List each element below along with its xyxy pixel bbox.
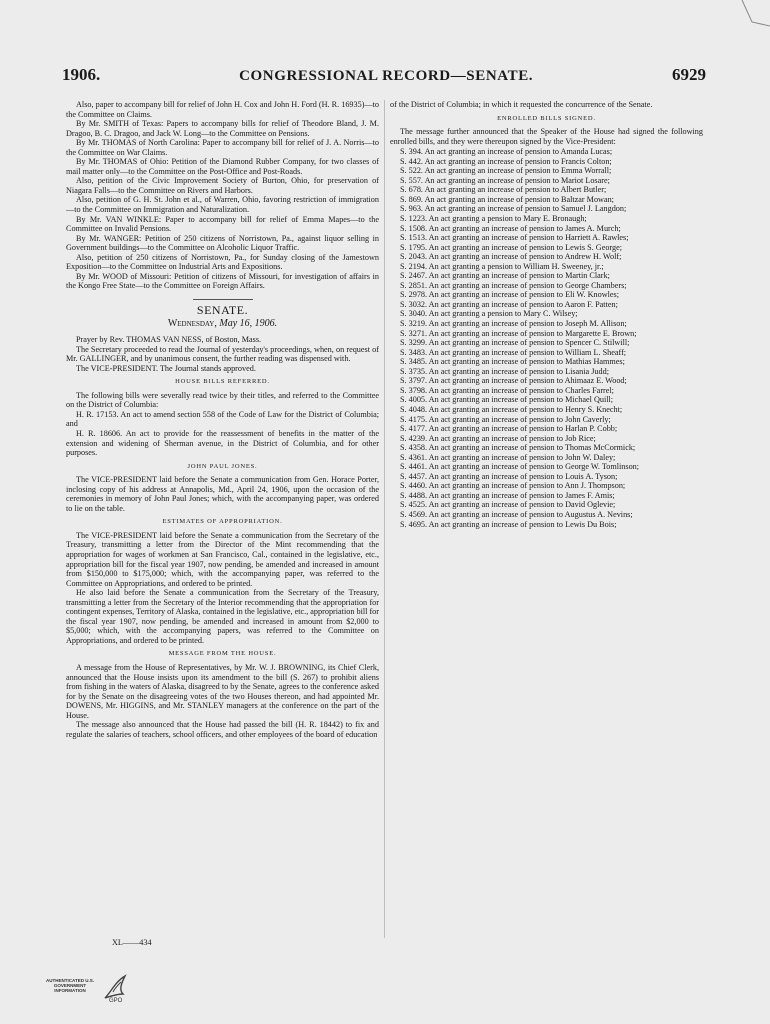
- enrolled-bill-item: S. 4048. An act granting an increase of pension to Henry S. Knecht;: [400, 404, 623, 414]
- session-date-text: May 16, 1906.: [219, 318, 278, 330]
- right-column: [390, 100, 703, 945]
- page-header: [62, 65, 706, 87]
- column-divider: [384, 100, 385, 938]
- enrolled-bill-item: S. 522. An act granting an increase of pension to Emma Worrall;: [400, 166, 612, 176]
- journal-paragraph: The Secretary proceeded to read the Journal of yesterday's proceedings, when, on request of Mr. GALLINGER, and by unanimous consent, the further reading was dispensed with.: [66, 344, 379, 364]
- house-bills-heading: HOUSE BILLS REFERRED.: [175, 378, 270, 386]
- enrolled-bill-item: S. 3483. An act granting an increase of pension to William L. Sheaff;: [400, 347, 627, 357]
- header-year: 1906.: [62, 65, 101, 84]
- enrolled-bill-item: S. 557. An act granting an increase of pension to Mariot Losare;: [400, 175, 610, 185]
- petition-paragraph: By Mr. VAN WINKLE: Paper to accompany bill for relief of Emma Mapes—to the Committee on Invalid Pensions.: [66, 214, 379, 234]
- enrolled-bills-list: [390, 147, 703, 529]
- enrolled-intro-paragraph: The message further announced that the Speaker of the House had signed the following enrolled bills, and they were thereupon signed by the Vice-President:: [390, 127, 703, 146]
- enrolled-bills-heading: ENROLLED BILLS SIGNED.: [497, 114, 596, 122]
- estimates-heading: ESTIMATES OF APPROPRIATION.: [162, 518, 283, 526]
- enrolled-bill-item: S. 1513. An act granting an increase of pension to Harriett A. Rawles;: [400, 233, 629, 243]
- gpo-authentication-logo: [43, 970, 131, 1016]
- enrolled-bill-item: S. 4525. An act granting an increase of pension to David Oglevie;: [400, 500, 616, 510]
- enrolled-bill-item: S. 3797. An act granting an increase of pension to Ahimaaz E. Wood;: [400, 376, 627, 386]
- enrolled-bill-item: S. 4488. An act granting an increase of pension to James F. Amis;: [400, 490, 615, 500]
- enrolled-bill-item: S. 442. An act granting an increase of pension to Francis Colton;: [400, 156, 612, 166]
- enrolled-bill-item: S. 2851. An act granting an increase of pension to George Chambers;: [400, 280, 627, 290]
- enrolled-bill-item: S. 869. An act granting an increase of pension to Baltzar Mowan;: [400, 194, 614, 204]
- message-paragraph: A message from the House of Representatives, by Mr. W. J. BROWNING, its Chief Clerk, announced that the House insists upon its amendment to the bill (S. 267) to prohibit aliens from fishing in the waters of Alaska, disagreed to by the Senate, agrees to the conference asked for by the Senate on the disagreeing votes of the two Houses thereon, and had appointed Mr. DOWENS, Mr. HIGGINS, and Mr. STANLEY managers at the conference on the part of the House.: [66, 662, 379, 720]
- enrolled-bill-item: S. 678. An act granting an increase of pension to Albert Butler;: [400, 185, 607, 195]
- left-column: [66, 100, 379, 945]
- petition-paragraph: Also, paper to accompany bill for relief of John H. Cox and John H. Ford (H. R. 16935)—to the Committee on Claims.: [66, 100, 379, 119]
- enrolled-bill-item: S. 4239. An act granting an increase of pension to Job Rice;: [400, 433, 596, 443]
- enrolled-bill-item: S. 3798. An act granting an increase of pension to Charles Farrel;: [400, 385, 614, 395]
- house-bills-paragraph: H. R. 17153. An act to amend section 558 of the Code of Law for the District of Columbia; and: [66, 409, 379, 429]
- john-paul-jones-heading: JOHN PAUL JONES.: [187, 462, 258, 470]
- enrolled-bill-item: S. 4175. An act granting an increase of pension to John Caverly;: [400, 414, 611, 424]
- petition-paragraph: By Mr. THOMAS of Ohio: Petition of the Diamond Rubber Company, for two classes of mail matter only—to the Committee on the Post-Office and Post-Roads.: [66, 157, 379, 176]
- message-paragraph: The message also announced that the House had passed the bill (H. R. 18442) to fix and regulate the salaries of teachers, school officers, and other employees of the board of education: [66, 720, 379, 739]
- page-signature: XL——434: [112, 938, 152, 947]
- enrolled-bill-item: S. 2043. An act granting an increase of pension to Andrew H. Wolf;: [400, 252, 622, 262]
- petition-paragraph: Also, petition of G. H. St. John et al., of Warren, Ohio, favoring restriction of immigration—to the Committee on Immigration and Naturalization.: [66, 195, 379, 215]
- enrolled-bill-item: S. 3219. An act granting an increase of pension to Joseph M. Allison;: [400, 319, 627, 329]
- header-title: CONGRESSIONAL RECORD—SENATE.: [239, 68, 534, 84]
- prayer-paragraph: Prayer by Rev. THOMAS VAN NESS, of Boston, Mass.: [76, 335, 262, 345]
- john-paul-jones-paragraph: The VICE-PRESIDENT laid before the Senate a communication from Gen. Horace Porter, inclosing copy of his address at Annapolis, Md., April 24, 1906, upon the occasion of the ceremonies in memory of John Paul Jones; which, with the accompanying paper, was ordered to lie on the table.: [66, 475, 379, 513]
- senate-heading: SENATE.: [196, 302, 249, 317]
- petition-paragraph: By Mr. WANGER: Petition of 250 citizens of Norristown, Pa., against liquor selling in Government buildings—to the Committee on Alcoholic Liquor Traffic.: [66, 233, 379, 253]
- enrolled-bill-item: S. 4005. An act granting an increase of pension to Michael Quill;: [400, 395, 614, 405]
- enrolled-bill-item: S. 2467. An act granting an increase of pension to Martin Clark;: [400, 271, 610, 281]
- continuation-paragraph: of the District of Columbia; in which it requested the concurrence of the Senate.: [390, 100, 653, 109]
- enrolled-bill-item: S. 4361. An act granting an increase of pension to John W. Daley;: [400, 452, 616, 462]
- enrolled-bill-item: S. 963. An act granting an increase of pension to Samuel J. Langdon;: [400, 204, 627, 214]
- enrolled-bill-item: S. 4177. An act granting an increase of pension to Harlan P. Cobb;: [400, 424, 618, 434]
- enrolled-bill-item: S. 4460. An act granting an increase of pension to Ann J. Thompson;: [400, 481, 626, 491]
- enrolled-bill-item: S. 1508. An act granting an increase of pension to James A. Murch;: [400, 223, 621, 233]
- enrolled-bill-item: S. 3485. An act granting an increase of pension to Mathias Hammes;: [400, 357, 625, 367]
- enrolled-bill-item: S. 3032. An act granting an increase of pension to Aaron F. Patten;: [400, 299, 618, 309]
- petition-paragraph: By Mr. SMITH of Texas: Papers to accompany bills for relief of Theodore Bland, J. M. Dragoo, B. C. Dragoo, and Jack W. Long—to the Committee on Pensions.: [66, 119, 379, 138]
- section-rule: [193, 299, 253, 300]
- enrolled-bill-item: S. 4461. An act granting an increase of pension to George W. Tomlinson;: [400, 462, 640, 472]
- enrolled-bill-item: S. 3735. An act granting an increase of pension to Lisania Judd;: [400, 366, 609, 376]
- journal-approved-paragraph: The VICE-PRESIDENT. The Journal stands approved.: [76, 363, 256, 373]
- message-heading: MESSAGE FROM THE HOUSE.: [168, 650, 277, 658]
- enrolled-bill-item: S. 1223. An act granting a pension to Mary E. Bronaugh;: [400, 214, 587, 224]
- enrolled-bill-item: S. 3299. An act granting an increase of pension to Spencer C. Stilwill;: [400, 338, 630, 348]
- enrolled-bill-item: S. 4695. An act granting an increase of pension to Lewis Du Bois;: [400, 519, 617, 529]
- enrolled-bill-item: S. 3040. An act granting a pension to Mary C. Wilsey;: [400, 309, 578, 319]
- petition-paragraph: By Mr. THOMAS of North Carolina: Paper to accompany bill for relief of J. A. Norris—to the Committee on War Claims.: [66, 138, 379, 157]
- logo-text: AUTHENTICATED U.S. GOVERNMENT INFORMATION: [46, 978, 94, 993]
- enrolled-bill-item: S. 1795. An act granting an increase of pension to Lewis S. George;: [400, 242, 623, 252]
- enrolled-bill-item: S. 4457. An act granting an increase of pension to Louis A. Tyson;: [400, 471, 618, 481]
- enrolled-bill-item: S. 2194. An act granting a pension to William H. Sweeney, jr.;: [400, 261, 604, 271]
- enrolled-bill-item: S. 2978. An act granting an increase of pension to Eli W. Knowles;: [400, 290, 619, 300]
- estimates-paragraph: The VICE-PRESIDENT laid before the Senate a communication from the Secretary of the Treasury, transmitting a letter from the Director of the Mint recommending that the appropriation for wages of workmen at San Francisco, Cal., contained in the legislative, etc., appropriation bill for the fiscal year 1907, now pending, be amended and increased in amount from $150,000 to $175,000; which, with the accompanying paper, was referred to the Committee on Appropriations, and ordered to be printed.: [66, 530, 379, 588]
- house-bills-paragraph: The following bills were severally read twice by their titles, and referred to the Committee on the District of Columbia:: [66, 390, 379, 410]
- enrolled-bill-item: S. 394. An act granting an increase of pension to Amanda Lucas;: [400, 147, 613, 157]
- enrolled-bill-item: S. 3271. An act granting an increase of pension to Margarette E. Brown;: [400, 328, 637, 338]
- house-bills-paragraph: H. R. 18606. An act to provide for the reassessment of benefits in the matter of the extension and widening of Sherman avenue, in the District of Columbia, and for other purposes.: [66, 428, 379, 458]
- page-fold-corner: [740, 0, 770, 30]
- session-date: [66, 319, 379, 329]
- enrolled-bill-item: S. 4358. An act granting an increase of pension to Thomas McCormick;: [400, 443, 636, 453]
- petition-paragraph: By Mr. WOOD of Missouri: Petition of citizens of Missouri, for investigation of affairs in the Kongo Free State—to the Committee on Foreign Affairs.: [66, 271, 379, 291]
- session-weekday: Wednesday,: [167, 318, 217, 330]
- enrolled-bill-item: S. 4569. An act granting an increase of pension to Augustus A. Nevins;: [400, 509, 633, 519]
- logo-agency: GPO: [109, 998, 123, 1004]
- estimates-paragraph: He also laid before the Senate a communication from the Secretary of the Treasury, transmitting a letter from the Secretary of the Interior recommending that the appropriation for contingent expenses, Territory of Alaska, contained in the legislative, etc., appropriation bill for the fiscal year 1907, now pending, be amended and increased in amount from $2,000 to $5,000; which, with the accompanying papers, was referred to the Committee on Appropriations, and ordered to be printed.: [66, 588, 379, 645]
- petition-paragraph: Also, petition of the Civic Improvement Society of Burton, Ohio, for preservation of Niagara Falls—to the Committee on Rivers and Harbors.: [66, 176, 379, 195]
- petition-paragraph: Also, petition of 250 citizens of Norristown, Pa., for Sunday closing of the Jamestown Exposition—to the Committee on Industrial Arts and Expositions.: [66, 252, 379, 272]
- header-page-number: 6929: [672, 65, 706, 84]
- petitions-list: [66, 100, 379, 291]
